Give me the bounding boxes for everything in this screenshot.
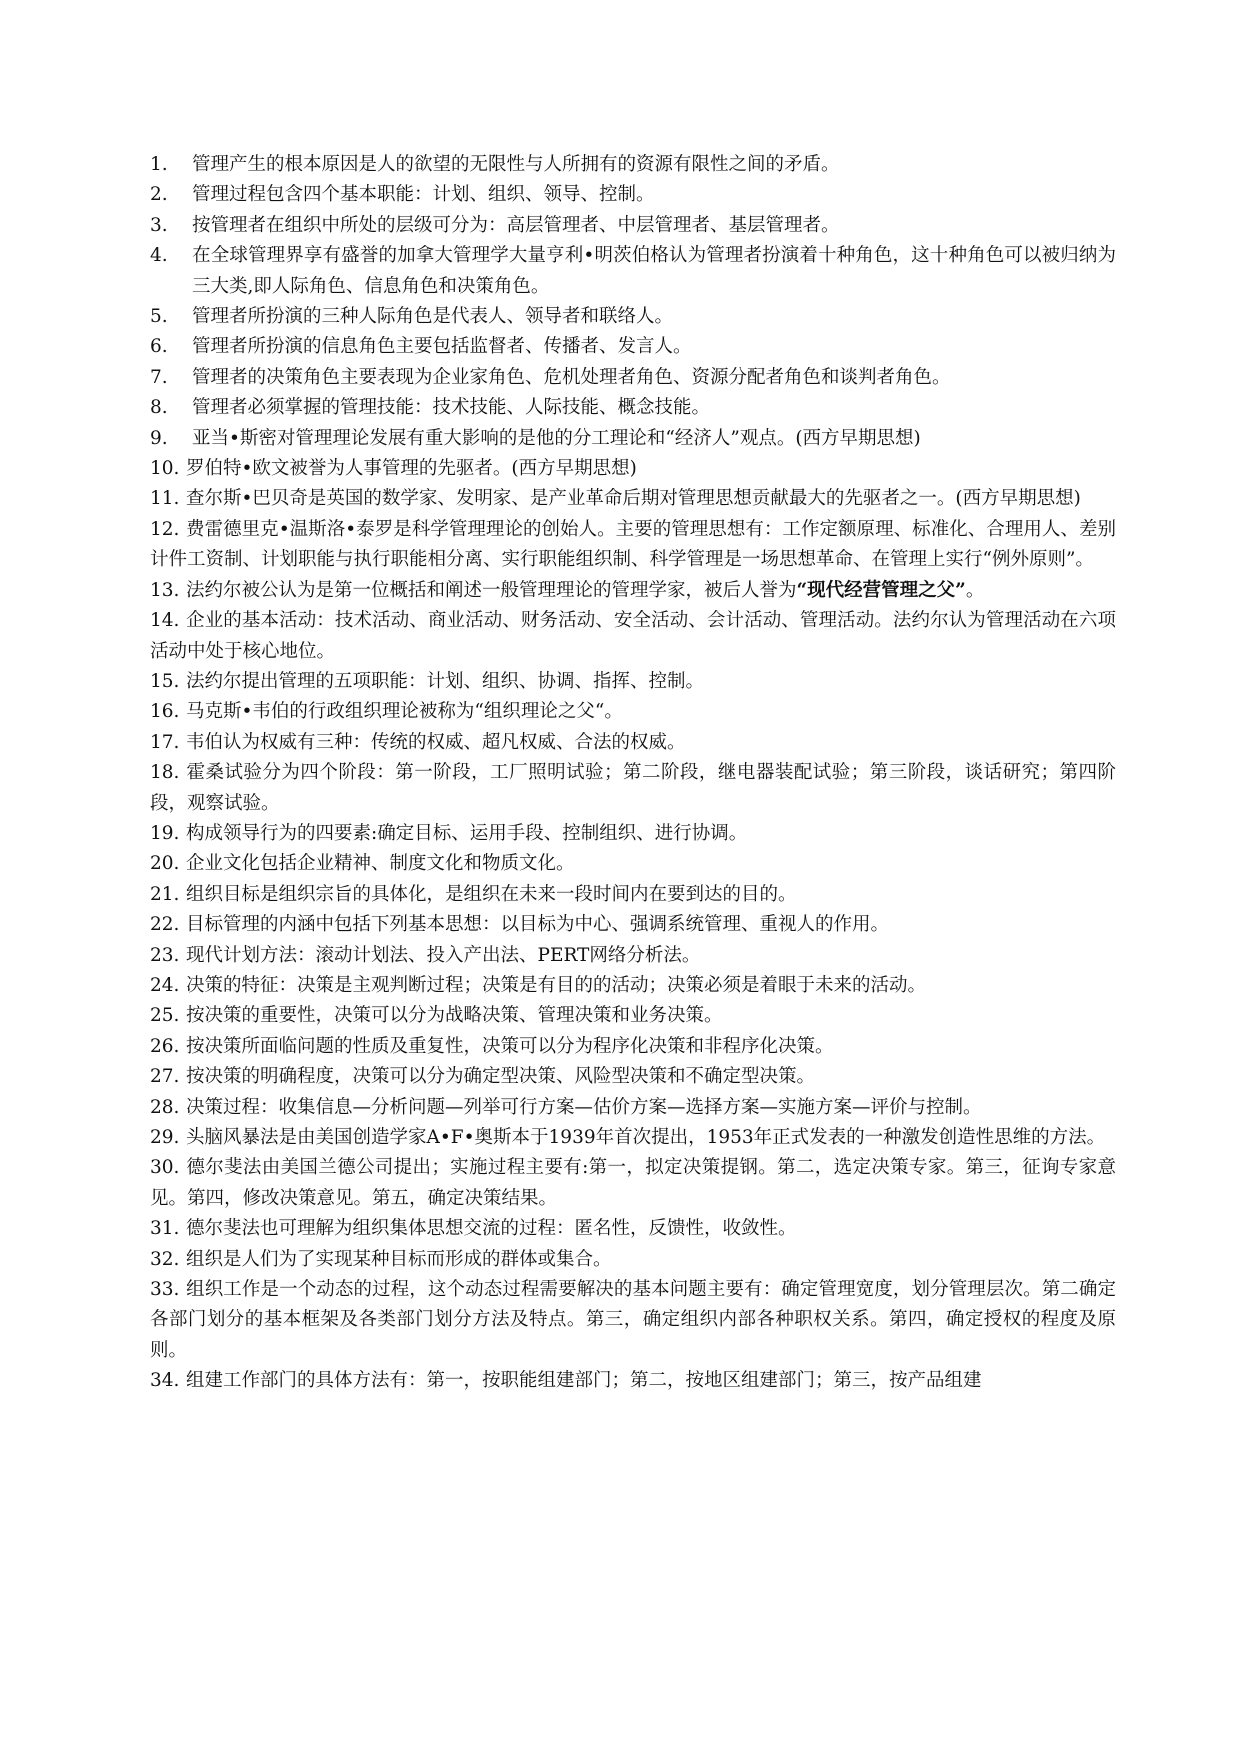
item-number: 28. (150, 1096, 180, 1118)
item-text: 管理者必须掌握的管理技能：技术技能、人际技能、概念技能。 (192, 397, 711, 419)
list-item (150, 454, 1116, 484)
item-number: 29. (150, 1127, 180, 1148)
item-text: 决策过程：收集信息—分析问题—列举可行方案—估价方案—选择方案—实施方案—评价与控制。 (186, 1096, 982, 1118)
list-item (150, 849, 1116, 879)
list-item (150, 363, 1116, 393)
list-item (150, 393, 1116, 423)
item-number: 13. (150, 579, 180, 601)
item-bold-text: “现代经营管理之父” (796, 579, 966, 601)
list-item (150, 1275, 1116, 1366)
item-text: 头脑风暴法是由美国创造学家A•F•奥斯本于1939年首次提出，1953年正式发表的一种激发创造性思维的方法。 (186, 1127, 1106, 1148)
item-number: 11. (150, 488, 180, 510)
list-item (150, 667, 1116, 697)
item-number: 9. (150, 427, 168, 449)
item-number: 31. (150, 1218, 180, 1240)
item-text: 按决策的重要性，决策可以分为战略决策、管理决策和业务决策。 (186, 1005, 723, 1027)
item-text: 韦伯认为权威有三种：传统的权威、超凡权威、合法的权威。 (186, 731, 686, 753)
item-text: 组织目标是组织宗旨的具体化，是组织在未来一段时间内在要到达的目的。 (186, 883, 797, 905)
item-number: 30. (150, 1157, 180, 1179)
item-text: 管理过程包含四个基本职能：计划、组织、领导、控制。 (192, 184, 655, 206)
numbered-list (150, 150, 1116, 1397)
list-item (150, 1214, 1116, 1244)
item-text: 按决策的明确程度，决策可以分为确定型决策、风险型决策和不确定型决策。 (186, 1066, 816, 1088)
item-number: 3. (150, 214, 168, 236)
item-number: 26. (150, 1035, 180, 1057)
item-number: 17. (150, 731, 180, 753)
item-text: 法约尔被公认为是第一位概括和阐述一般管理理论的管理学家，被后人誉为 (186, 579, 797, 601)
item-text: 霍桑试验分为四个阶段：第一阶段，工厂照明试验；第二阶段，继电器装配试验；第三阶段，谈话研究；第四阶段，观察试验。 (150, 762, 1116, 814)
item-text: 构成领导行为的四要素:确定目标、运用手段、控制组织、进行协调。 (186, 822, 748, 844)
list-item (150, 180, 1116, 210)
item-number: 4. (150, 245, 168, 267)
list-item (150, 424, 1116, 454)
list-item (150, 819, 1116, 849)
item-text: 按决策所面临问题的性质及重复性，决策可以分为程序化决策和非程序化决策。 (186, 1035, 834, 1057)
list-item (150, 211, 1116, 241)
item-text: 组织是人们为了实现某种目标而形成的群体或集合。 (186, 1248, 612, 1270)
item-text: 管理者所扮演的三种人际角色是代表人、领导者和联络人。 (192, 306, 674, 328)
list-item (150, 1093, 1116, 1123)
item-number: 12. (150, 518, 180, 540)
item-text: 企业文化包括企业精神、制度文化和物质文化。 (186, 853, 575, 875)
item-number: 22. (150, 914, 180, 936)
item-text: 亚当•斯密对管理理论发展有重大影响的是他的分工理论和“经济人”观点。(西方早期思想) (192, 427, 921, 449)
item-text: 组建工作部门的具体方法有：第一，按职能组建部门；第二，按地区组建部门；第三，按产品组建 (186, 1370, 982, 1392)
item-number: 2. (150, 184, 168, 206)
item-text: 在全球管理界享有盛誉的加拿大管理学大量亨利•明茨伯格认为管理者扮演着十种角色，这十种角色可以被归纳为三大类,即人际角色、信息角色和决策角色。 (192, 245, 1116, 297)
item-tail-text: 。 (965, 579, 985, 601)
item-text: 罗伯特•欧文被誉为人事管理的先驱者。(西方早期思想) (186, 458, 637, 480)
list-item (150, 941, 1116, 971)
list-item (150, 1245, 1116, 1275)
item-text: 法约尔提出管理的五项职能：计划、组织、协调、指挥、控制。 (186, 670, 705, 692)
list-item (150, 728, 1116, 758)
item-number: 16. (150, 701, 180, 723)
list-item (150, 150, 1116, 180)
item-text: 马克斯•韦伯的行政组织理论被称为“组织理论之父“。 (186, 701, 623, 723)
item-number: 24. (150, 974, 180, 996)
item-text: 目标管理的内涵中包括下列基本思想：以目标为中心、强调系统管理、重视人的作用。 (186, 914, 890, 936)
item-text: 德尔斐法由美国兰德公司提出；实施过程主要有:第一，拟定决策提钢。第二，选定决策专家。第三，征询专家意见。第四，修改决策意见。第五，确定决策结果。 (150, 1157, 1116, 1209)
item-number: 23. (150, 944, 180, 966)
item-text: 管理者所扮演的信息角色主要包括监督者、传播者、发言人。 (192, 336, 692, 358)
item-number: 32. (150, 1248, 180, 1270)
list-item (150, 241, 1116, 302)
item-number: 33. (150, 1279, 180, 1301)
item-text: 管理产生的根本原因是人的欲望的无限性与人所拥有的资源有限性之间的矛盾。 (192, 154, 840, 175)
item-number: 34. (150, 1370, 180, 1392)
list-item (150, 1153, 1116, 1214)
item-number: 27. (150, 1066, 180, 1088)
list-item (150, 302, 1116, 332)
list-item (150, 697, 1116, 727)
item-number: 6. (150, 336, 168, 358)
list-item (150, 1001, 1116, 1031)
item-text: 现代计划方法：滚动计划法、投入产出法、PERT网络分析法。 (186, 944, 701, 966)
list-item (150, 484, 1116, 514)
item-text: 决策的特征：决策是主观判断过程；决策是有目的的活动；决策必须是着眼于未来的活动。 (186, 974, 927, 996)
item-number: 21. (150, 883, 180, 905)
item-text: 查尔斯•巴贝奇是英国的数学家、发明家、是产业革命后期对管理思想贡献最大的先驱者之一。(西方早期思想) (186, 488, 1081, 510)
item-number: 10. (150, 458, 180, 480)
list-item (150, 606, 1116, 667)
item-number: 15. (150, 670, 180, 692)
list-item (150, 515, 1116, 576)
item-number: 25. (150, 1005, 180, 1027)
item-number: 19. (150, 822, 180, 844)
item-number: 8. (150, 397, 168, 419)
item-number: 18. (150, 762, 180, 784)
item-text: 德尔斐法也可理解为组织集体思想交流的过程：匿名性，反馈性，收敛性。 (186, 1218, 797, 1240)
item-text: 按管理者在组织中所处的层级可分为：高层管理者、中层管理者、基层管理者。 (192, 214, 840, 236)
item-number: 1. (150, 154, 168, 175)
list-item (150, 1062, 1116, 1092)
item-number: 20. (150, 853, 180, 875)
item-text: 企业的基本活动：技术活动、商业活动、财务活动、安全活动、会计活动、管理活动。法约尔认为管理活动在六项活动中处于核心地位。 (150, 610, 1116, 662)
item-text: 费雷德里克•温斯洛•泰罗是科学管理理论的创始人。主要的管理思想有：工作定额原理、标准化、合理用人、差别计件工资制、计划职能与执行职能相分离、实行职能组织制、科学管理是一场思想革命、在管理上实行“例外原则”。 (150, 518, 1116, 571)
list-item (150, 1032, 1116, 1062)
item-text: 管理者的决策角色主要表现为企业家角色、危机处理者角色、资源分配者角色和谈判者角色。 (192, 366, 951, 388)
item-number: 5. (150, 306, 168, 328)
list-item (150, 1366, 1116, 1396)
list-item (150, 910, 1116, 940)
list-item (150, 971, 1116, 1001)
list-item (150, 880, 1116, 910)
list-item (150, 332, 1116, 362)
list-item (150, 1123, 1116, 1153)
item-number: 7. (150, 366, 168, 388)
list-item (150, 576, 1116, 606)
list-item (150, 758, 1116, 819)
item-number: 14. (150, 610, 180, 632)
item-text: 组织工作是一个动态的过程，这个动态过程需要解决的基本问题主要有：确定管理宽度，划分管理层次。第二确定各部门划分的基本框架及各类部门划分方法及特点。第三，确定组织内部各种职权关系。第四，确定授权的程度及原则。 (150, 1279, 1116, 1361)
